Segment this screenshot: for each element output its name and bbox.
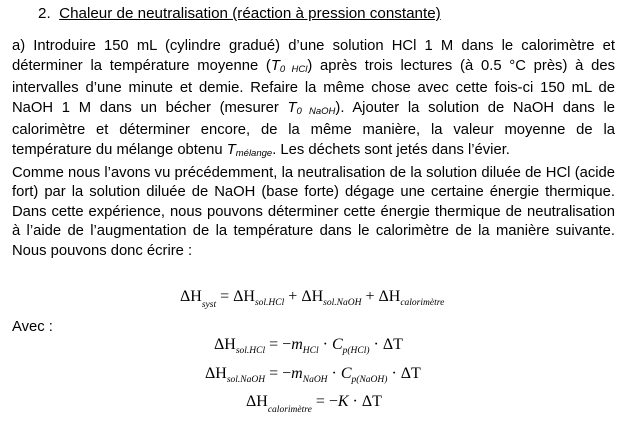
eq-subscript: sol.NaOH xyxy=(323,298,362,308)
eq-subscript: p(HCl) xyxy=(342,346,370,356)
subscript-t0-hcl: 0 HCl xyxy=(279,63,308,75)
eq-term: K xyxy=(337,393,349,410)
eq-term: ΔT xyxy=(382,336,403,353)
section-number: 2. xyxy=(38,5,51,22)
section-title: Chaleur de neutralisation (réaction à pression constante) xyxy=(59,5,441,22)
subscript-melange: mélange xyxy=(235,147,273,159)
eq-subscript: syst xyxy=(201,300,217,310)
paragraph-explanation: Comme nous l’avons vu précédemment, la neutralisation de la solution diluée de HCl (acide fort) par la solution diluée de NaOH (base forte) dégage une certaine énergie thermique. Dans cette expérience, nous pouvons déterminer cette énergie thermique de neutralisation à l’aide de l’augmentation de la température dans le calorimètre de la manière suivante. Nous pouvons donc écrire : xyxy=(12,164,615,259)
eq-subscript: HCl xyxy=(302,346,319,356)
eq-subscript: sol.NaOH xyxy=(226,375,266,385)
eq-subscript: p(NaOH) xyxy=(351,375,388,385)
equation-hcl: $\Delta H_{sol.HCl} = -m_{HCl} \cdot C_{p(HCl)} \cdot \Delta T$ xyxy=(214,336,403,356)
eq-term: ΔH xyxy=(378,288,401,305)
eq-subscript: sol.HCl xyxy=(254,298,285,308)
paragraph-a xyxy=(12,37,615,164)
text-run: ). Ajouter la solution de NaOH dans le calorimètre et déterminer encore, de la même manière, la valeur moyenne de la température du mélange obtenu xyxy=(12,99,615,158)
body-text xyxy=(12,37,615,262)
symbol-t0: T xyxy=(287,99,297,116)
equation-naoh: $\Delta H_{sol.NaOH} = -m_{NaOH} \cdot C_{p(NaOH)} \cdot \Delta T$ xyxy=(205,365,421,385)
equation-calorimeter: $\Delta H_{calorimètre} = -K \cdot \Delta T$ xyxy=(246,393,382,415)
eq-term: ΔH xyxy=(205,365,227,382)
eq-term: C xyxy=(331,336,343,353)
eq-subscript: sol.HCl xyxy=(235,346,266,356)
section-heading xyxy=(38,5,441,22)
eq-term: m xyxy=(291,336,303,353)
eq-term: ΔH xyxy=(180,288,202,305)
subscript-t0-naoh: 0 NaOH xyxy=(296,105,336,117)
eq-term: ΔH xyxy=(301,288,324,305)
eq-term: ΔT xyxy=(400,365,421,382)
eq-term: ΔH xyxy=(214,336,236,353)
eq-subscript: NaOH xyxy=(302,375,328,385)
text-run: . Les déchets sont jetés dans l’évier. xyxy=(272,141,510,158)
symbol-t0: T xyxy=(270,57,280,74)
eq-term: ΔH xyxy=(246,393,268,410)
text-run: a) Introduire 150 mL (cylindre gradué) d’une solution HCl 1 M dans le calorimètre et déterminer la température moyenne ( xyxy=(12,38,615,74)
eq-term: m xyxy=(291,365,303,382)
text-run: ) après trois lectures (à 0.5 °C près) à des intervalles d’une minute et demie. Refaire la même chose avec cette fois-ci 150 mL de NaOH 1 M dans un bécher (mesurer xyxy=(12,57,615,116)
eq-term: C xyxy=(340,365,352,382)
eq-subscript: calorimètre xyxy=(400,298,445,308)
symbol-tm: T xyxy=(226,141,236,158)
eq-term: ΔH xyxy=(233,288,255,305)
eq-subscript: calorimètre xyxy=(267,405,312,415)
equation-enthalpy-sum: $\Delta H_{syst} = \Delta H_{sol.HCl} + \Delta H_{sol.NaOH} + \Delta H_{calorimètre}$ xyxy=(180,288,445,310)
eq-term: ΔT xyxy=(361,393,382,410)
avec-label: Avec : xyxy=(12,319,53,335)
